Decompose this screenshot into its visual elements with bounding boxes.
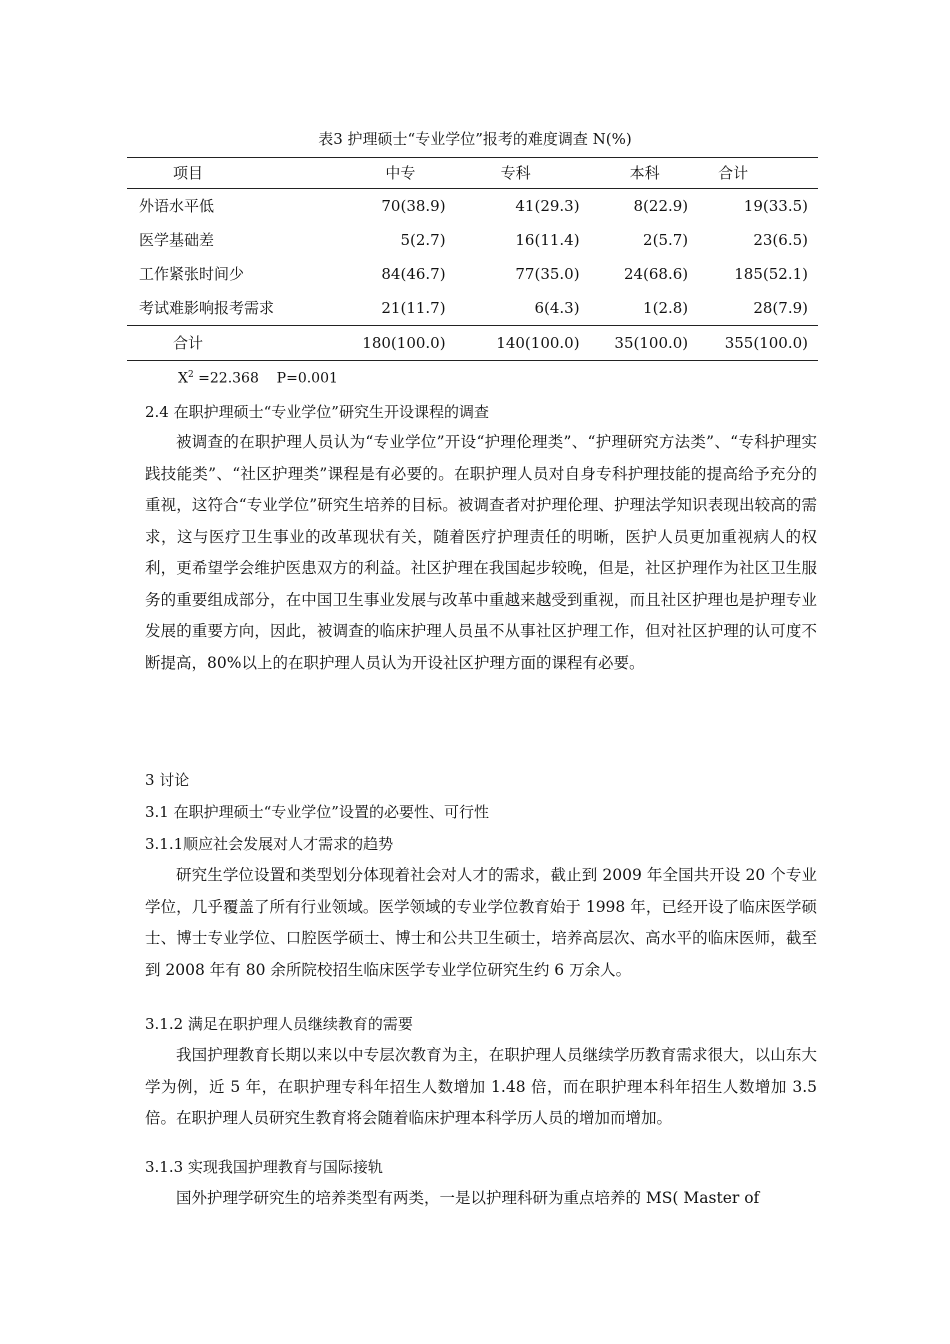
table-caption: 表3 护理硕士“专业学位”报考的难度调查 N(%) xyxy=(318,130,632,148)
header-zhuanke: 专科 xyxy=(500,164,531,182)
stat-values: =22.368 P=0.001 xyxy=(193,370,338,387)
total-cell: 180(100.0) xyxy=(362,334,446,352)
table-row xyxy=(127,223,818,257)
table-cell: 41(29.3) xyxy=(515,197,580,215)
total-label: 合计 xyxy=(173,334,204,352)
table-cell: 70(38.9) xyxy=(381,197,446,215)
table-row xyxy=(127,189,818,224)
section-text-3-1-3 xyxy=(145,1183,817,1215)
section-heading-2-4: 2.4 在职护理硕士“专业学位”研究生开设课程的调查 xyxy=(145,403,489,421)
difficulty-table xyxy=(127,157,818,361)
row-label: 工作紧张时间少 xyxy=(139,265,245,283)
section-heading-3-1-2: 3.1.2 满足在职护理人员继续教育的需要 xyxy=(145,1015,413,1033)
row-label: 考试难影响报考需求 xyxy=(139,299,275,317)
table-total-row xyxy=(127,326,818,361)
header-benke: 本科 xyxy=(629,164,660,182)
row-label: 外语水平低 xyxy=(139,197,215,215)
section-heading-3-1: 3.1 在职护理硕士“专业学位”设置的必要性、可行性 xyxy=(145,803,489,821)
table-cell: 28(7.9) xyxy=(753,299,808,317)
chi-symbol: X xyxy=(178,370,188,387)
table-cell: 5(2.7) xyxy=(400,231,446,249)
table-header-row xyxy=(127,158,818,189)
paragraph: 我国护理教育长期以来以中专层次教育为主，在职护理人员继续学历教育需求很大，以山东大学为例，近 5 年，在职护理专科年招生人数增加 1.48 倍，而在职护理本科年招生人数增加 3.5 倍。在职护理人员研究生教育将会随着临床护理本科学历人员的增加而增加。 xyxy=(145,1046,817,1127)
table-row xyxy=(127,291,818,326)
table-cell: 21(11.7) xyxy=(381,299,446,317)
header-total: 合计 xyxy=(718,164,749,182)
section-heading-3-1-1: 3.1.1顺应社会发展对人才需求的趋势 xyxy=(145,835,394,853)
total-cell: 35(100.0) xyxy=(614,334,689,352)
paragraph: 研究生学位设置和类型划分体现着社会对人才的需求，截止到 2009 年全国共开设 20 个专业学位，几乎覆盖了所有行业领域。医学领域的专业学位教育始于 1998 年，已经开设了临床医学硕士、博士专业学位、口腔医学硕士、博士和公共卫生硕士，培养高层次、高水平的临床医师，截至到 2008 年有 80 余所院校招生临床医学专业学位研究生约 6 万余人。 xyxy=(145,866,817,979)
table-cell: 1(2.8) xyxy=(643,299,689,317)
table-row xyxy=(127,257,818,291)
header-zhongzhuan: 中专 xyxy=(385,164,416,182)
table-cell: 23(6.5) xyxy=(753,231,808,249)
paragraph: 被调查的在职护理人员认为“专业学位”开设“护理伦理类”、“护理研究方法类”、“专科护理实践技能类”、“社区护理类”课程是有必要的。在职护理人员对自身专科护理技能的提高给予充分的重视，这符合“专业学位”研究生培养的目标。被调查者对护理伦理、护理法学知识表现出较高的需求，这与医疗卫生事业的改革现状有关，随着医疗护理责任的明晰，医护人员更加重视病人的权利，更希望学会维护医患双方的利益。社区护理在我国起步较晚，但是，社区护理作为社区卫生服务的重要组成部分，在中国卫生事业发展与改革中重越来越受到重视，而且社区护理也是护理专业发展的重要方向，因此，被调查的临床护理人员虽不从事社区护理工作，但对社区护理的认可度不断提高，80%以上的在职护理人员认为开设社区护理方面的课程有必要。 xyxy=(145,433,817,672)
table-cell: 24(68.6) xyxy=(623,265,689,283)
table-cell: 6(4.3) xyxy=(534,299,580,317)
section-text-3-1-1 xyxy=(145,860,817,986)
header-item: 项目 xyxy=(173,164,204,182)
paragraph: 国外护理学研究生的培养类型有两类，一是以护理科研为重点培养的 MS( Master of xyxy=(176,1189,760,1207)
chi-square-statistic xyxy=(178,370,338,387)
table-cell: 16(11.4) xyxy=(515,231,580,249)
table-cell: 185(52.1) xyxy=(734,265,808,283)
section-text-2-4 xyxy=(145,427,817,679)
table-cell: 19(33.5) xyxy=(743,197,808,215)
row-label: 医学基础差 xyxy=(139,231,215,249)
total-cell: 140(100.0) xyxy=(496,334,580,352)
section-heading-3-1-3: 3.1.3 实现我国护理教育与国际接轨 xyxy=(145,1158,383,1176)
table-cell: 8(22.9) xyxy=(633,197,689,215)
total-cell: 355(100.0) xyxy=(724,334,808,352)
section-heading-3: 3 讨论 xyxy=(145,771,190,789)
table-cell: 2(5.7) xyxy=(643,231,689,249)
section-text-3-1-2 xyxy=(145,1040,817,1135)
table-cell: 77(35.0) xyxy=(515,265,580,283)
chi-superscript: 2 xyxy=(187,370,194,380)
table-cell: 84(46.7) xyxy=(381,265,446,283)
